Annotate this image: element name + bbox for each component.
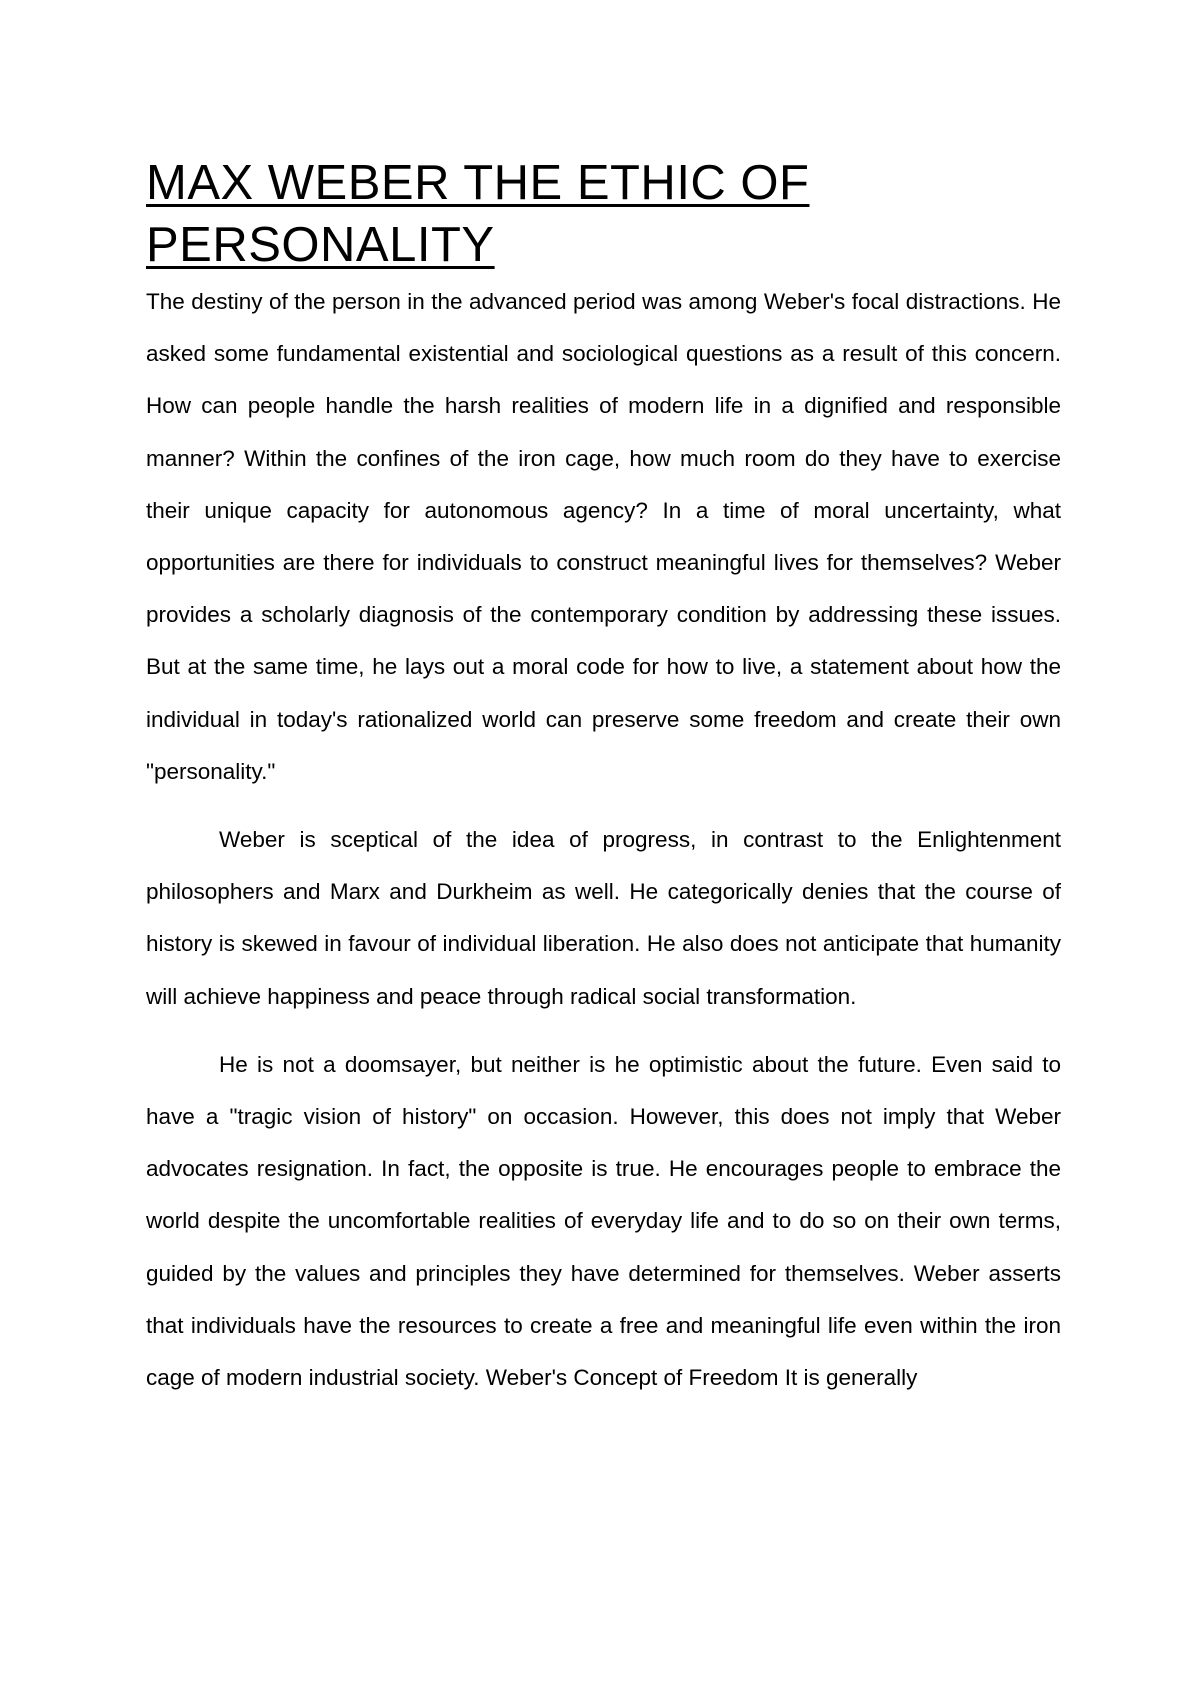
paragraph-progress: Weber is sceptical of the idea of progress, in contrast to the Enlightenment philosophers and Marx and Durkheim as well. He categorically denies that the course of history is skewed in favour of individual liberation. He also does not anticipate that humanity will achieve happiness and peace through radical social transformation. xyxy=(146,827,1061,1009)
paragraph-intro: The destiny of the person in the advanced period was among Weber's focal distractions. He asked some fundamental existential and sociological questions as a result of this concern. How can people handle the harsh realities of modern life in a dignified and responsible manner? Within the confines of the iron cage, how much room do they have to exercise their unique capacity for autonomous agency? In a time of moral uncertainty, what opportunities are there for individuals to construct meaningful lives for themselves? Weber provides a scholarly diagnosis of the contemporary condition by addressing these issues. But at the same time, he lays out a moral code for how to live, a statement about how the individual in today's rationalized world can preserve some freedom and create their own "personality." xyxy=(146,289,1061,784)
document-body xyxy=(146,152,1061,1404)
paragraph-freedom: He is not a doomsayer, but neither is he optimistic about the future. Even said to have a "tragic vision of history" on occasion. However, this does not imply that Weber advocates resignation. In fact, the opposite is true. He encourages people to embrace the world despite the uncomfortable realities of everyday life and to do so on their own terms, guided by the values and principles they have determined for themselves. Weber asserts that individuals have the resources to create a free and meaningful life even within the iron cage of modern industrial society. Weber's Concept of Freedom It is generally xyxy=(146,1051,1061,1391)
document-title: MAX WEBER THE ETHIC OF PERSONALITY xyxy=(146,156,810,272)
